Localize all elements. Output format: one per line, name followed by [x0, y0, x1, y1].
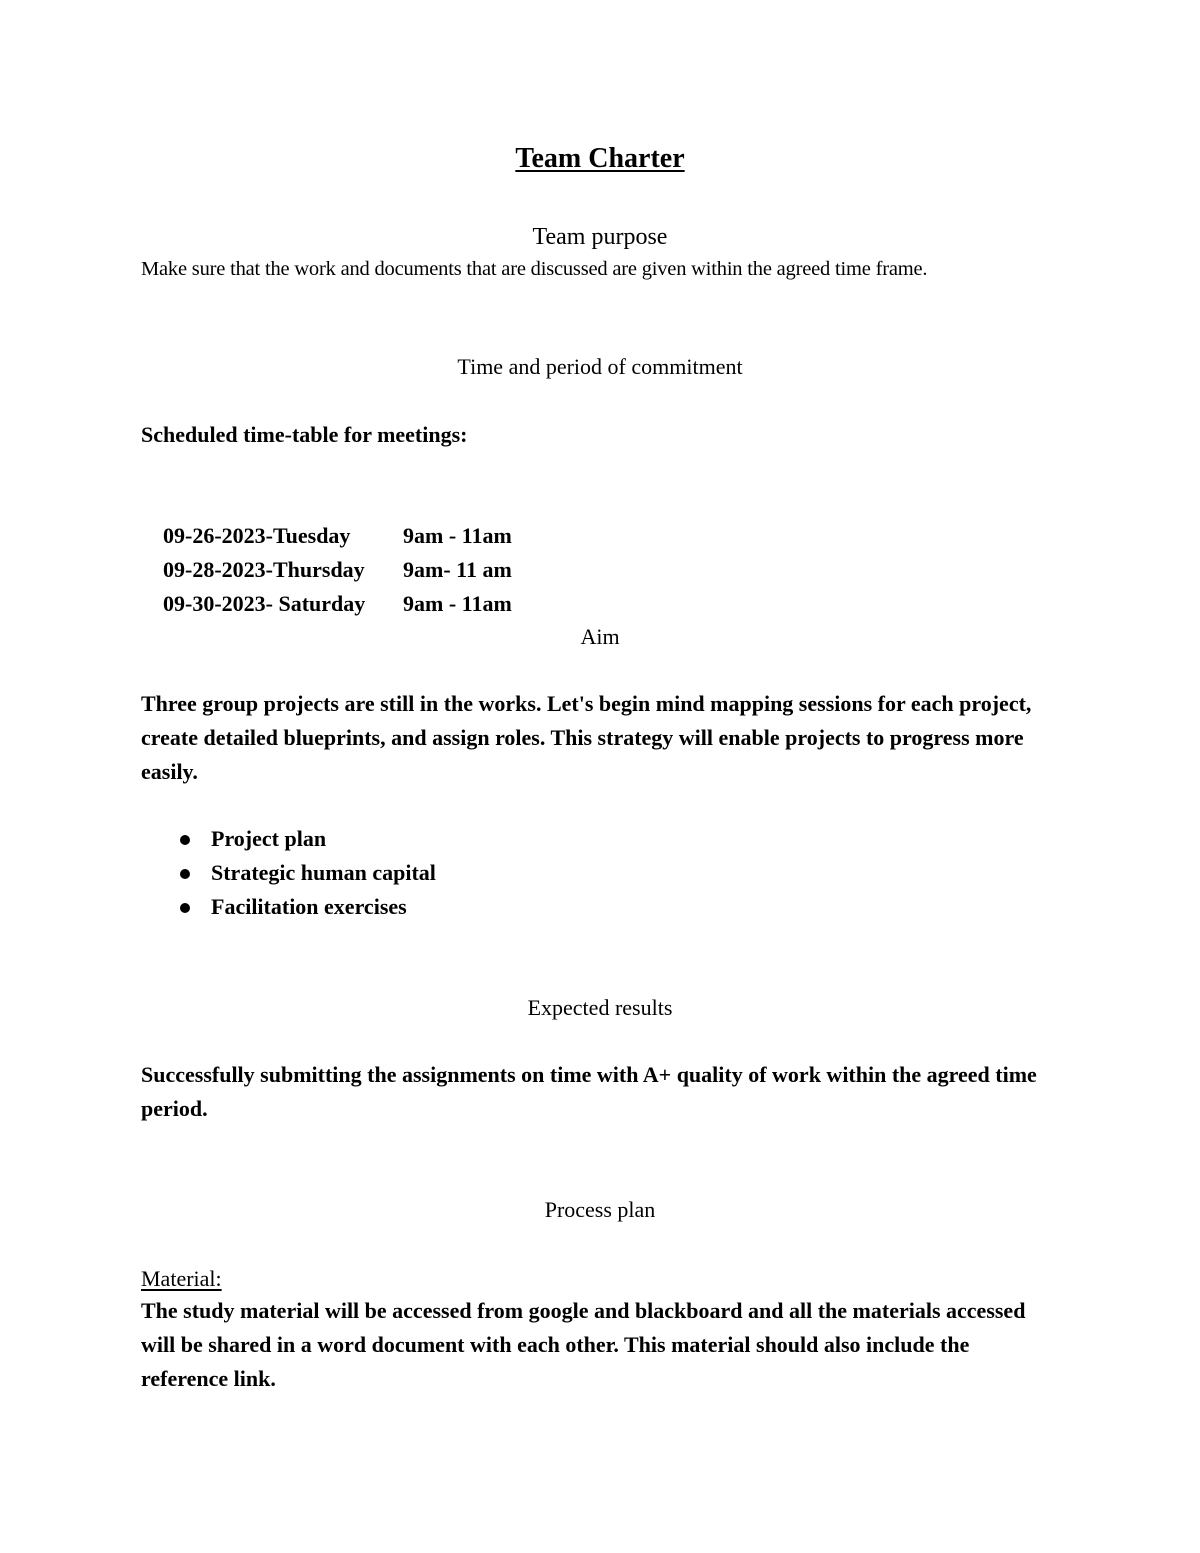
list-item	[180, 822, 436, 856]
list-item-label: Facilitation exercises	[211, 894, 407, 919]
aim-bullet-list	[180, 822, 436, 924]
material-body: The study material will be accessed from google and blackboard and all the materials accessed will be shared in a word document with each other. This material should also include the reference link.	[141, 1298, 1026, 1391]
schedule-time: 9am- 11 am	[403, 557, 512, 582]
bullet-icon	[180, 903, 190, 913]
bullet-icon	[180, 835, 190, 845]
schedule-time: 9am - 11am	[403, 591, 512, 616]
schedule-date: 09-28-2023-Thursday	[163, 557, 365, 582]
schedule-time: 9am - 11am	[403, 523, 512, 548]
schedule-date: 09-26-2023-Tuesday	[163, 523, 351, 548]
material-label: Material:	[141, 1266, 222, 1291]
aim-heading: Aim	[580, 624, 620, 649]
aim-body: Three group projects are still in the works. Let's begin mind mapping sessions for each project, create detailed blueprints, and assign roles. This strategy will enable projects to progress more easily.	[141, 691, 1032, 784]
expected-results-heading: Expected results	[527, 995, 673, 1020]
process-plan-heading: Process plan	[544, 1197, 656, 1222]
list-item	[180, 856, 436, 890]
team-purpose-heading: Team purpose	[532, 224, 668, 250]
expected-results-body: Successfully submitting the assignments on time with A+ quality of work within the agreed time period.	[141, 1062, 1037, 1121]
bullet-icon	[180, 869, 190, 879]
list-item-label: Strategic human capital	[211, 860, 436, 885]
list-item	[180, 890, 436, 924]
team-purpose-body: Make sure that the work and documents that are discussed are given within the agreed time frame.	[141, 258, 928, 280]
commitment-heading: Time and period of commitment	[457, 354, 743, 379]
list-item-label: Project plan	[211, 826, 327, 851]
schedule-date: 09-30-2023- Saturday	[163, 591, 366, 616]
document-title: Team Charter	[515, 143, 685, 174]
schedule-intro: Scheduled time-table for meetings:	[141, 422, 468, 447]
